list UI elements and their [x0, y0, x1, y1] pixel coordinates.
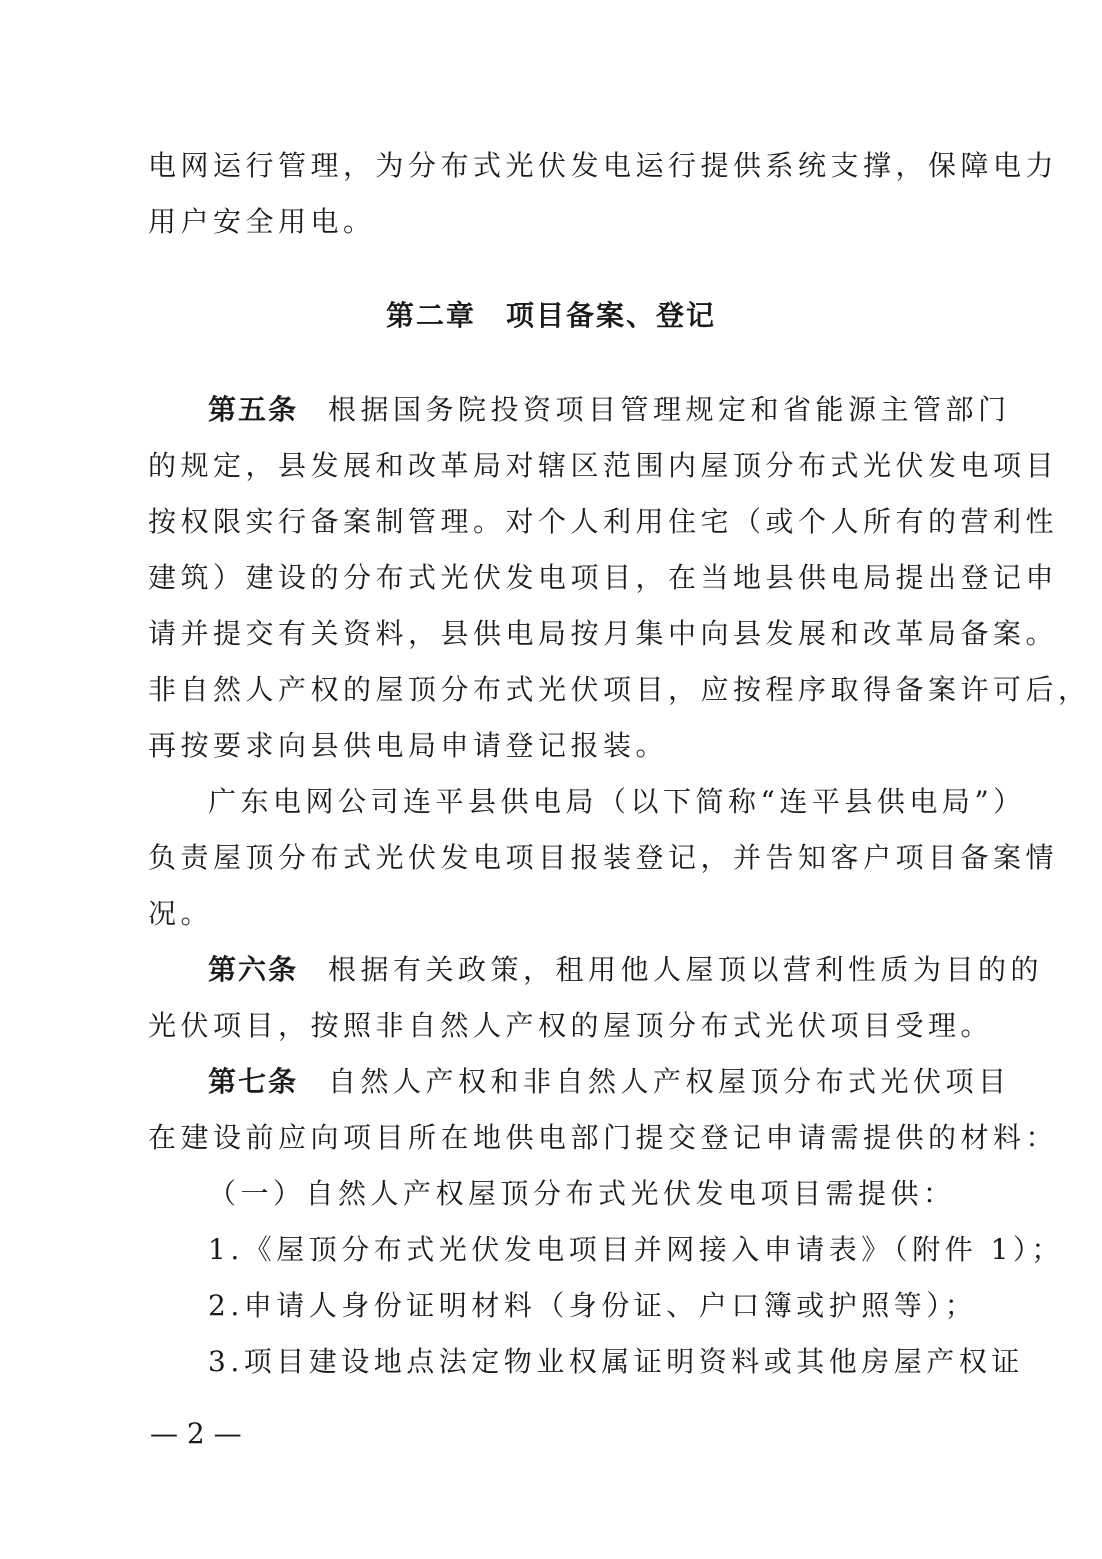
chapter-heading: 第二章 项目备案、登记	[385, 299, 716, 332]
article-6-first-text: 根据有关政策，租用他人屋顶以营利性质为目的的	[328, 953, 1044, 986]
subsection-heading: （一）自然人产权屋顶分布式光伏发电项目需提供：	[208, 1177, 956, 1210]
text-line: 的规定，县发展和改革局对辖区范围内屋顶分布式光伏发电项目	[148, 449, 1059, 482]
text-line: 况。	[148, 897, 214, 930]
page-number: — 2 —	[150, 1417, 242, 1450]
list-item: 1.《屋顶分布式光伏发电项目并网接入申请表》（附件 1）；	[208, 1233, 1064, 1266]
text-line: 在建设前应向项目所在地供电部门提交登记申请需提供的材料：	[148, 1121, 1059, 1154]
list-item: 3.项目建设地点法定物业权属证明资料或其他房屋产权证	[208, 1345, 1024, 1378]
text-line: 建筑）建设的分布式光伏发电项目，在当地县供电局提出登记申	[148, 561, 1059, 594]
article-6-label: 第六条	[208, 953, 299, 986]
text-line: 负责屋顶分布式光伏发电项目报装登记，并告知客户项目备案情	[148, 841, 1059, 874]
article-7-first-line	[208, 1062, 1011, 1102]
text-line: 电网运行管理，为分布式光伏发电运行提供系统支撑，保障电力	[148, 149, 1059, 182]
text-line: 用户安全用电。	[148, 205, 376, 238]
article-7-first-text: 自然人产权和非自然人产权屋顶分布式光伏项目	[328, 1065, 1011, 1098]
text-line: 请并提交有关资料，县供电局按月集中向县发展和改革局备案。	[148, 617, 1059, 650]
list-item: 2.申请人身份证明材料（身份证、户口簿或护照等）；	[208, 1289, 978, 1322]
article-6-first-line	[208, 950, 1044, 990]
text-line: 光伏项目，按照非自然人产权的屋顶分布式光伏项目受理。	[148, 1009, 994, 1042]
text-line: 再按要求向县供电局申请登记报装。	[148, 729, 669, 762]
article-5-label: 第五条	[208, 393, 299, 426]
text-line: 非自然人产权的屋顶分布式光伏项目，应按程序取得备案许可后，	[148, 673, 1091, 706]
article-7-label: 第七条	[208, 1065, 299, 1098]
article-5-first-line	[208, 390, 1011, 430]
text-line: 按权限实行备案制管理。对个人利用住宅（或个人所有的营利性	[148, 505, 1059, 538]
text-line: 广东电网公司连平县供电局（以下简称“连平县供电局”）	[208, 785, 1026, 818]
article-5-first-text: 根据国务院投资项目管理规定和省能源主管部门	[328, 393, 1011, 426]
